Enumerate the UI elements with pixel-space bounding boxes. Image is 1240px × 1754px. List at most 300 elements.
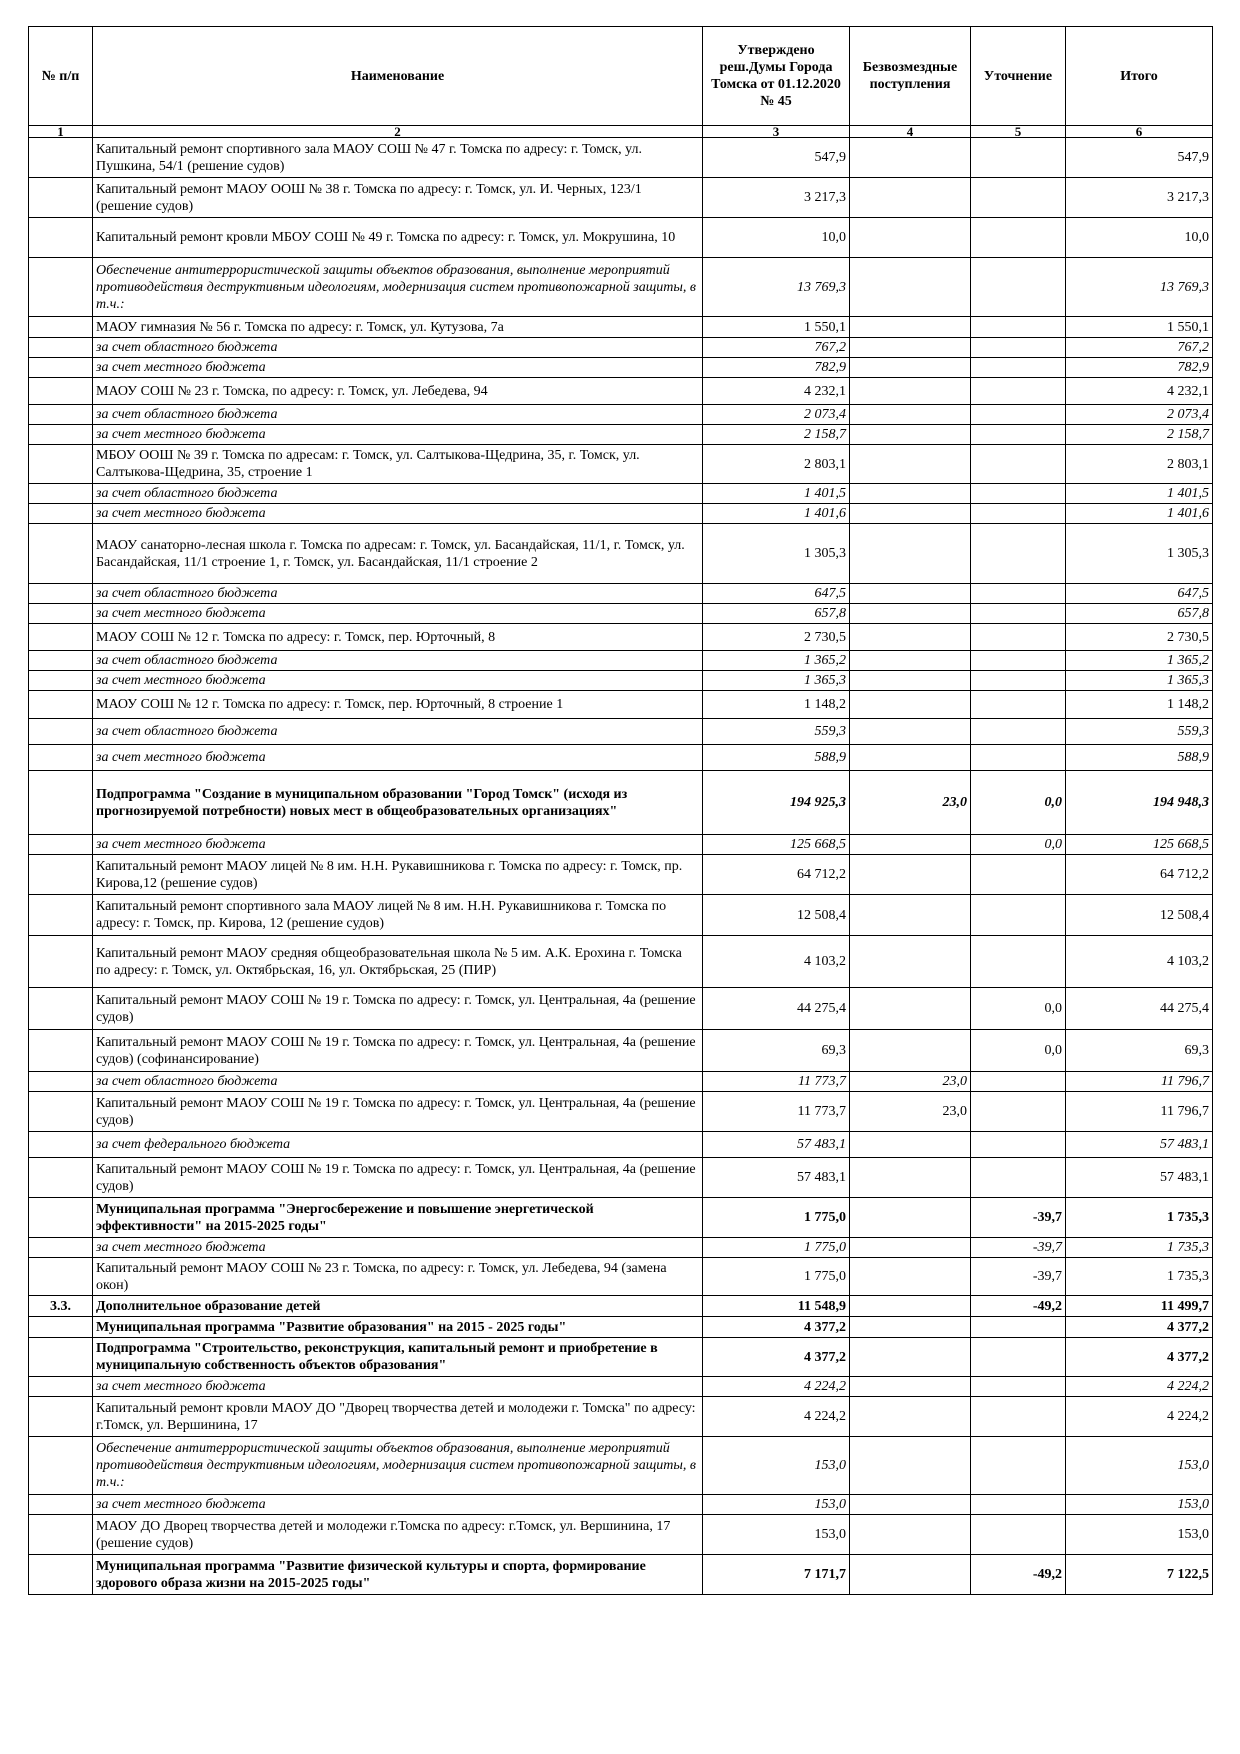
total-value: 1 365,2	[1066, 651, 1213, 671]
adjustment-value	[971, 719, 1066, 745]
row-number: 3.3.	[29, 1296, 93, 1317]
grants-value	[850, 178, 971, 218]
row-name: за счет федерального бюджета	[93, 1132, 703, 1158]
column-number: 6	[1066, 126, 1213, 138]
grants-value	[850, 1030, 971, 1072]
row-name: Муниципальная программа "Энергосбережение и повышение энергетической эффективности" на 2015-2025 годы"	[93, 1198, 703, 1238]
grants-value	[850, 425, 971, 445]
row-number	[29, 1555, 93, 1595]
total-value: 1 365,3	[1066, 671, 1213, 691]
approved-value: 4 377,2	[703, 1317, 850, 1338]
row-name: Подпрограмма "Создание в муниципальном образовании "Город Томск" (исходя из прогнозируемой потребности) новых мест в общеобразовательных организациях"	[93, 771, 703, 835]
row-name: Капитальный ремонт спортивного зала МАОУ лицей № 8 им. Н.Н. Рукавишникова г. Томска по адресу: г. Томск, пр. Кирова, 12 (решение судов)	[93, 895, 703, 936]
approved-value: 2 803,1	[703, 445, 850, 484]
adjustment-value	[971, 584, 1066, 604]
adjustment-value	[971, 1495, 1066, 1515]
total-value: 4 377,2	[1066, 1317, 1213, 1338]
grants-value	[850, 1377, 971, 1397]
table-row	[29, 1377, 1213, 1397]
adjustment-value	[971, 317, 1066, 338]
total-value: 588,9	[1066, 745, 1213, 771]
adjustment-value	[971, 1317, 1066, 1338]
header-number: № п/п	[29, 27, 93, 126]
approved-value: 588,9	[703, 745, 850, 771]
row-number	[29, 1317, 93, 1338]
adjustment-value	[971, 691, 1066, 719]
table-body	[29, 138, 1213, 1595]
column-numbers-row	[29, 126, 1213, 138]
table-row	[29, 338, 1213, 358]
adjustment-value	[971, 1397, 1066, 1437]
table-row	[29, 1515, 1213, 1555]
row-number	[29, 855, 93, 895]
row-number	[29, 504, 93, 524]
approved-value: 153,0	[703, 1437, 850, 1495]
adjustment-value	[971, 1437, 1066, 1495]
row-number	[29, 624, 93, 651]
row-number	[29, 358, 93, 378]
total-value: 153,0	[1066, 1515, 1213, 1555]
total-value: 4 224,2	[1066, 1397, 1213, 1437]
row-number	[29, 604, 93, 624]
row-number	[29, 1198, 93, 1238]
table-row	[29, 405, 1213, 425]
total-value: 1 735,3	[1066, 1238, 1213, 1258]
row-number	[29, 138, 93, 178]
table-row	[29, 1296, 1213, 1317]
total-value: 153,0	[1066, 1437, 1213, 1495]
grants-value	[850, 524, 971, 584]
total-value: 44 275,4	[1066, 988, 1213, 1030]
grants-value	[850, 338, 971, 358]
total-value: 657,8	[1066, 604, 1213, 624]
adjustment-value	[971, 624, 1066, 651]
table-row	[29, 138, 1213, 178]
total-value: 1 305,3	[1066, 524, 1213, 584]
approved-value: 1 365,3	[703, 671, 850, 691]
approved-value: 153,0	[703, 1515, 850, 1555]
approved-value: 11 773,7	[703, 1072, 850, 1092]
approved-value: 1 401,6	[703, 504, 850, 524]
adjustment-value	[971, 378, 1066, 405]
row-name: за счет местного бюджета	[93, 1238, 703, 1258]
adjustment-value: -49,2	[971, 1296, 1066, 1317]
adjustment-value: 0,0	[971, 988, 1066, 1030]
table-row	[29, 651, 1213, 671]
adjustment-value	[971, 671, 1066, 691]
grants-value	[850, 258, 971, 317]
table-row	[29, 504, 1213, 524]
adjustment-value: 0,0	[971, 835, 1066, 855]
table-row	[29, 719, 1213, 745]
adjustment-value	[971, 258, 1066, 317]
approved-value: 11 773,7	[703, 1092, 850, 1132]
approved-value: 11 548,9	[703, 1296, 850, 1317]
approved-value: 57 483,1	[703, 1158, 850, 1198]
adjustment-value	[971, 651, 1066, 671]
table-row	[29, 771, 1213, 835]
row-number	[29, 338, 93, 358]
grants-value	[850, 405, 971, 425]
adjustment-value	[971, 895, 1066, 936]
total-value: 559,3	[1066, 719, 1213, 745]
table-row	[29, 1338, 1213, 1377]
row-number	[29, 317, 93, 338]
approved-value: 57 483,1	[703, 1132, 850, 1158]
header-row	[29, 27, 1213, 126]
approved-value: 4 232,1	[703, 378, 850, 405]
approved-value: 2 073,4	[703, 405, 850, 425]
approved-value: 4 224,2	[703, 1377, 850, 1397]
approved-value: 4 377,2	[703, 1338, 850, 1377]
grants-value: 23,0	[850, 771, 971, 835]
grants-value	[850, 1437, 971, 1495]
grants-value	[850, 504, 971, 524]
approved-value: 1 775,0	[703, 1258, 850, 1296]
approved-value: 657,8	[703, 604, 850, 624]
table-row	[29, 218, 1213, 258]
total-value: 10,0	[1066, 218, 1213, 258]
row-number	[29, 988, 93, 1030]
row-number	[29, 895, 93, 936]
approved-value: 4 103,2	[703, 936, 850, 988]
row-name: Капитальный ремонт МАОУ СОШ № 19 г. Томска по адресу: г. Томск, ул. Центральная, 4а (решение судов)	[93, 988, 703, 1030]
row-name: за счет местного бюджета	[93, 504, 703, 524]
approved-value: 69,3	[703, 1030, 850, 1072]
row-name: МАОУ ДО Дворец творчества детей и молодежи г.Томска по адресу: г.Томск, ул. Вершинина, 17 (решение судов)	[93, 1515, 703, 1555]
approved-value: 12 508,4	[703, 895, 850, 936]
row-name: Капитальный ремонт кровли МАОУ ДО "Дворец творчества детей и молодежи г. Томска" по адресу: г.Томск, ул. Вершинина, 17	[93, 1397, 703, 1437]
table-row	[29, 988, 1213, 1030]
approved-value: 1 365,2	[703, 651, 850, 671]
row-name: Муниципальная программа "Развитие образования" на 2015 - 2025 годы"	[93, 1317, 703, 1338]
table-row	[29, 604, 1213, 624]
row-name: Капитальный ремонт МАОУ СОШ № 19 г. Томска по адресу: г. Томск, ул. Центральная, 4а (решение судов) (софинансирование)	[93, 1030, 703, 1072]
row-number	[29, 1495, 93, 1515]
approved-value: 3 217,3	[703, 178, 850, 218]
approved-value: 559,3	[703, 719, 850, 745]
grants-value	[850, 691, 971, 719]
table-row	[29, 1132, 1213, 1158]
table-row	[29, 358, 1213, 378]
row-number	[29, 1072, 93, 1092]
row-number	[29, 1092, 93, 1132]
table-row	[29, 1030, 1213, 1072]
approved-value: 647,5	[703, 584, 850, 604]
grants-value	[850, 1258, 971, 1296]
row-number	[29, 584, 93, 604]
approved-value: 1 305,3	[703, 524, 850, 584]
row-name: за счет местного бюджета	[93, 745, 703, 771]
adjustment-value	[971, 936, 1066, 988]
total-value: 64 712,2	[1066, 855, 1213, 895]
grants-value	[850, 138, 971, 178]
total-value: 7 122,5	[1066, 1555, 1213, 1595]
row-name: Подпрограмма "Строительство, реконструкция, капитальный ремонт и приобретение в муниципальную собственность объектов образования"	[93, 1338, 703, 1377]
grants-value	[850, 1296, 971, 1317]
row-name: МАОУ СОШ № 12 г. Томска по адресу: г. Томск, пер. Юрточный, 8	[93, 624, 703, 651]
adjustment-value	[971, 745, 1066, 771]
approved-value: 153,0	[703, 1495, 850, 1515]
table-row	[29, 936, 1213, 988]
header-grants: Безвозмездные поступления	[850, 27, 971, 126]
approved-value: 2 158,7	[703, 425, 850, 445]
header-approved: Утверждено реш.Думы Города Томска от 01.12.2020 № 45	[703, 27, 850, 126]
approved-value: 1 775,0	[703, 1198, 850, 1238]
total-value: 1 401,5	[1066, 484, 1213, 504]
row-number	[29, 719, 93, 745]
grants-value	[850, 895, 971, 936]
row-number	[29, 771, 93, 835]
grants-value	[850, 988, 971, 1030]
table-row	[29, 584, 1213, 604]
table-row	[29, 484, 1213, 504]
total-value: 12 508,4	[1066, 895, 1213, 936]
row-number	[29, 258, 93, 317]
table-row	[29, 1437, 1213, 1495]
row-name: за счет областного бюджета	[93, 651, 703, 671]
approved-value: 1 775,0	[703, 1238, 850, 1258]
adjustment-value	[971, 1515, 1066, 1555]
grants-value	[850, 1198, 971, 1238]
total-value: 2 158,7	[1066, 425, 1213, 445]
row-name: Муниципальная программа "Развитие физической культуры и спорта, формирование здорового образа жизни на 2015-2025 годы"	[93, 1555, 703, 1595]
grants-value	[850, 584, 971, 604]
row-number	[29, 835, 93, 855]
grants-value	[850, 317, 971, 338]
table-row	[29, 624, 1213, 651]
total-value: 2 803,1	[1066, 445, 1213, 484]
row-number	[29, 1132, 93, 1158]
table-row	[29, 317, 1213, 338]
row-name: за счет местного бюджета	[93, 1495, 703, 1515]
row-name: Дополнительное образование детей	[93, 1296, 703, 1317]
grants-value	[850, 1132, 971, 1158]
adjustment-value	[971, 1377, 1066, 1397]
grants-value	[850, 1515, 971, 1555]
total-value: 547,9	[1066, 138, 1213, 178]
row-number	[29, 218, 93, 258]
row-number	[29, 1377, 93, 1397]
row-name: за счет местного бюджета	[93, 358, 703, 378]
total-value: 57 483,1	[1066, 1132, 1213, 1158]
grants-value	[850, 835, 971, 855]
row-name: за счет областного бюджета	[93, 719, 703, 745]
column-number: 3	[703, 126, 850, 138]
row-name: за счет местного бюджета	[93, 604, 703, 624]
approved-value: 13 769,3	[703, 258, 850, 317]
row-name: Капитальный ремонт МАОУ СОШ № 23 г. Томска, по адресу: г. Томск, ул. Лебедева, 94 (замена окон)	[93, 1258, 703, 1296]
grants-value: 23,0	[850, 1072, 971, 1092]
grants-value	[850, 1555, 971, 1595]
row-number	[29, 405, 93, 425]
approved-value: 782,9	[703, 358, 850, 378]
header-adjustment: Уточнение	[971, 27, 1066, 126]
column-number: 4	[850, 126, 971, 138]
header-total: Итого	[1066, 27, 1213, 126]
approved-value: 1 401,5	[703, 484, 850, 504]
table-row	[29, 1397, 1213, 1437]
row-name: за счет местного бюджета	[93, 835, 703, 855]
row-number	[29, 1238, 93, 1258]
row-number	[29, 1397, 93, 1437]
approved-value: 2 730,5	[703, 624, 850, 651]
total-value: 13 769,3	[1066, 258, 1213, 317]
approved-value: 1 550,1	[703, 317, 850, 338]
row-name: Обеспечение антитеррористической защиты объектов образования, выполнение мероприятий противодействия деструктивным идеологиям, модернизация систем противопожарной защиты, в т.ч.:	[93, 1437, 703, 1495]
row-name: МБОУ ООШ № 39 г. Томска по адресам: г. Томск, ул. Салтыкова-Щедрина, 35, г. Томск, ул. Салтыкова-Щедрина, 35, строение 1	[93, 445, 703, 484]
row-number	[29, 671, 93, 691]
adjustment-value	[971, 405, 1066, 425]
row-name: МАОУ СОШ № 12 г. Томска по адресу: г. Томск, пер. Юрточный, 8 строение 1	[93, 691, 703, 719]
adjustment-value	[971, 1158, 1066, 1198]
total-value: 1 735,3	[1066, 1258, 1213, 1296]
table-row	[29, 378, 1213, 405]
grants-value	[850, 651, 971, 671]
grants-value	[850, 1238, 971, 1258]
table-row	[29, 855, 1213, 895]
row-name: Обеспечение антитеррористической защиты объектов образования, выполнение мероприятий противодействия деструктивным идеологиям, модернизация систем противопожарной защиты, в т.ч.:	[93, 258, 703, 317]
row-number	[29, 1158, 93, 1198]
adjustment-value	[971, 524, 1066, 584]
row-number	[29, 936, 93, 988]
table-row	[29, 258, 1213, 317]
row-name: за счет местного бюджета	[93, 425, 703, 445]
table-row	[29, 1158, 1213, 1198]
row-number	[29, 445, 93, 484]
table-row	[29, 835, 1213, 855]
column-number: 2	[93, 126, 703, 138]
grants-value	[850, 358, 971, 378]
table-row	[29, 895, 1213, 936]
row-name: МАОУ СОШ № 23 г. Томска, по адресу: г. Томск, ул. Лебедева, 94	[93, 378, 703, 405]
adjustment-value	[971, 855, 1066, 895]
table-row	[29, 524, 1213, 584]
table-row	[29, 1238, 1213, 1258]
table-row	[29, 445, 1213, 484]
total-value: 1 550,1	[1066, 317, 1213, 338]
approved-value: 1 148,2	[703, 691, 850, 719]
row-name: за счет областного бюджета	[93, 484, 703, 504]
adjustment-value	[971, 218, 1066, 258]
table-row	[29, 1495, 1213, 1515]
adjustment-value	[971, 1092, 1066, 1132]
adjustment-value: -39,7	[971, 1238, 1066, 1258]
total-value: 11 499,7	[1066, 1296, 1213, 1317]
table-row	[29, 1072, 1213, 1092]
total-value: 647,5	[1066, 584, 1213, 604]
total-value: 1 735,3	[1066, 1198, 1213, 1238]
row-number	[29, 1437, 93, 1495]
table-row	[29, 425, 1213, 445]
adjustment-value	[971, 338, 1066, 358]
grants-value	[850, 378, 971, 405]
row-name: Капитальный ремонт МАОУ лицей № 8 им. Н.Н. Рукавишникова г. Томска по адресу: г. Томск, пр. Кирова,12 (решение судов)	[93, 855, 703, 895]
total-value: 194 948,3	[1066, 771, 1213, 835]
grants-value	[850, 1397, 971, 1437]
row-name: за счет местного бюджета	[93, 1377, 703, 1397]
total-value: 4 224,2	[1066, 1377, 1213, 1397]
table-row	[29, 178, 1213, 218]
row-name: за счет областного бюджета	[93, 405, 703, 425]
adjustment-value	[971, 178, 1066, 218]
column-number: 1	[29, 126, 93, 138]
approved-value: 125 668,5	[703, 835, 850, 855]
adjustment-value: 0,0	[971, 1030, 1066, 1072]
approved-value: 10,0	[703, 218, 850, 258]
total-value: 1 148,2	[1066, 691, 1213, 719]
grants-value	[850, 484, 971, 504]
grants-value	[850, 218, 971, 258]
row-number	[29, 378, 93, 405]
table-row	[29, 671, 1213, 691]
total-value: 11 796,7	[1066, 1092, 1213, 1132]
grants-value	[850, 1317, 971, 1338]
row-number	[29, 425, 93, 445]
table-row	[29, 691, 1213, 719]
row-name: МАОУ гимназия № 56 г. Томска по адресу: г. Томск, ул. Кутузова, 7а	[93, 317, 703, 338]
total-value: 3 217,3	[1066, 178, 1213, 218]
total-value: 125 668,5	[1066, 835, 1213, 855]
grants-value	[850, 1158, 971, 1198]
adjustment-value	[971, 445, 1066, 484]
approved-value: 194 925,3	[703, 771, 850, 835]
total-value: 2 730,5	[1066, 624, 1213, 651]
total-value: 57 483,1	[1066, 1158, 1213, 1198]
budget-table	[28, 26, 1213, 1595]
row-name: Капитальный ремонт МАОУ ООШ № 38 г. Томска по адресу: г. Томск, ул. И. Черных, 123/1 (решение судов)	[93, 178, 703, 218]
total-value: 11 796,7	[1066, 1072, 1213, 1092]
adjustment-value: -39,7	[971, 1258, 1066, 1296]
table-row	[29, 1555, 1213, 1595]
row-name: за счет областного бюджета	[93, 1072, 703, 1092]
grants-value	[850, 936, 971, 988]
total-value: 69,3	[1066, 1030, 1213, 1072]
adjustment-value	[971, 504, 1066, 524]
row-number	[29, 1515, 93, 1555]
adjustment-value	[971, 1072, 1066, 1092]
row-number	[29, 484, 93, 504]
table-row	[29, 745, 1213, 771]
grants-value	[850, 1338, 971, 1377]
row-name: Капитальный ремонт МАОУ средняя общеобразовательная школа № 5 им. А.К. Ерохина г. Томска по адресу: г. Томск, ул. Октябрьская, 16, ул. Октябрьская, 25 (ПИР)	[93, 936, 703, 988]
row-number	[29, 1030, 93, 1072]
total-value: 4 103,2	[1066, 936, 1213, 988]
total-value: 2 073,4	[1066, 405, 1213, 425]
row-name: Капитальный ремонт кровли МБОУ СОШ № 49 г. Томска по адресу: г. Томск, ул. Мокрушина, 10	[93, 218, 703, 258]
table-row	[29, 1258, 1213, 1296]
adjustment-value	[971, 484, 1066, 504]
row-name: МАОУ санаторно-лесная школа г. Томска по адресам: г. Томск, ул. Басандайская, 11/1, г. Томск, ул. Басандайская, 11/1 строение 1, г. Томск, ул. Басандайская, 11/1 строение 2	[93, 524, 703, 584]
grants-value	[850, 719, 971, 745]
row-number	[29, 745, 93, 771]
grants-value	[850, 745, 971, 771]
row-number	[29, 178, 93, 218]
grants-value	[850, 1495, 971, 1515]
total-value: 1 401,6	[1066, 504, 1213, 524]
row-number	[29, 691, 93, 719]
adjustment-value	[971, 1132, 1066, 1158]
adjustment-value: -49,2	[971, 1555, 1066, 1595]
adjustment-value	[971, 604, 1066, 624]
grants-value	[850, 624, 971, 651]
table-row	[29, 1198, 1213, 1238]
approved-value: 547,9	[703, 138, 850, 178]
grants-value	[850, 671, 971, 691]
approved-value: 44 275,4	[703, 988, 850, 1030]
column-number: 5	[971, 126, 1066, 138]
adjustment-value: -39,7	[971, 1198, 1066, 1238]
